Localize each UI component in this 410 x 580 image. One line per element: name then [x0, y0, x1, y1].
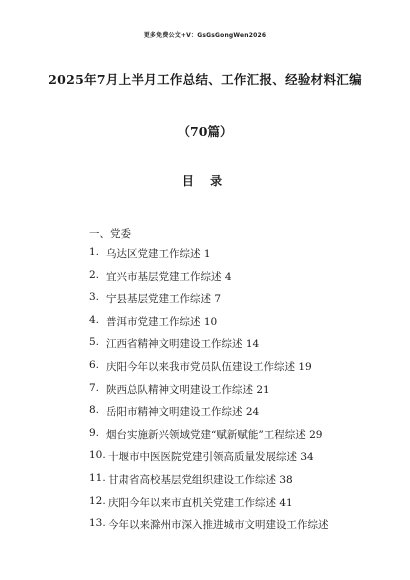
toc-item-number: 8. [89, 404, 100, 417]
toc-item[interactable] [89, 336, 399, 359]
toc-item-text: 普洱市党建工作综述 10 [106, 315, 218, 328]
toc-item-text: 庆阳今年以来市直机关党建工作综述 41 [108, 496, 293, 509]
toc-item-number: 10. [89, 449, 106, 462]
toc-item-text: 今年以来滁州市深入推进城市文明建设工作综述 [108, 519, 329, 532]
toc-item-number: 4. [89, 313, 100, 326]
toc-item-text: 江西省精神文明建设工作综述 14 [106, 338, 260, 351]
toc-item-number: 13. [89, 517, 106, 530]
toc-item-number: 9. [89, 426, 100, 439]
toc-item-number: 12. [89, 494, 106, 507]
toc-item-number: 2. [89, 268, 100, 281]
toc-item-number: 7. [89, 381, 100, 394]
toc-item-number: 6. [89, 358, 100, 371]
toc-item[interactable] [89, 269, 399, 292]
document-title: 2025年7月上半月工作总结、工作汇报、经验材料汇编 [48, 72, 362, 87]
toc-item-text: 宁县基层党建工作综述 7 [106, 293, 222, 306]
toc-item[interactable] [89, 291, 399, 314]
document-count: （70篇） [177, 124, 233, 139]
toc-item[interactable] [89, 314, 399, 337]
toc-item[interactable] [89, 404, 399, 427]
toc-item[interactable] [89, 495, 399, 518]
toc-heading: 目 录 [181, 174, 229, 188]
toc-item-text: 乌达区党建工作综述 1 [106, 248, 211, 260]
toc-item[interactable] [89, 427, 399, 450]
toc-item-number: 3. [89, 291, 100, 304]
toc-item-text: 庆阳今年以来我市党员队伍建设工作综述 19 [106, 360, 312, 373]
toc-item[interactable] [89, 382, 399, 405]
toc-item-text: 陕西总队精神文明建设工作综述 21 [106, 383, 270, 396]
toc-item[interactable] [89, 517, 399, 540]
toc-item-text: 十堰市中医医院党建引领高质量发展综述 34 [108, 451, 314, 464]
toc-item-number: 5. [89, 336, 100, 349]
toc-item[interactable] [89, 246, 399, 269]
section-heading: 一、党委 [89, 228, 131, 240]
toc-item-text: 甘肃省高校基层党组织建设工作综述 38 [108, 473, 293, 486]
toc-list [89, 246, 399, 540]
toc-item-number: 1. [89, 246, 100, 258]
toc-item-text: 宜兴市基层党建工作综述 4 [106, 270, 232, 283]
toc-item[interactable] [89, 449, 399, 472]
toc-item-text: 岳阳市精神文明建设工作综述 24 [106, 406, 260, 419]
header-note: 更多免费公文+V：GsGsGongWen2026 [143, 32, 267, 39]
toc-item-text: 烟台实施新兴领域党建“赋新赋能”工程综述 29 [106, 428, 323, 441]
toc-item[interactable] [89, 359, 399, 382]
toc-item[interactable] [89, 472, 399, 495]
toc-item-number: 11. [89, 471, 106, 484]
